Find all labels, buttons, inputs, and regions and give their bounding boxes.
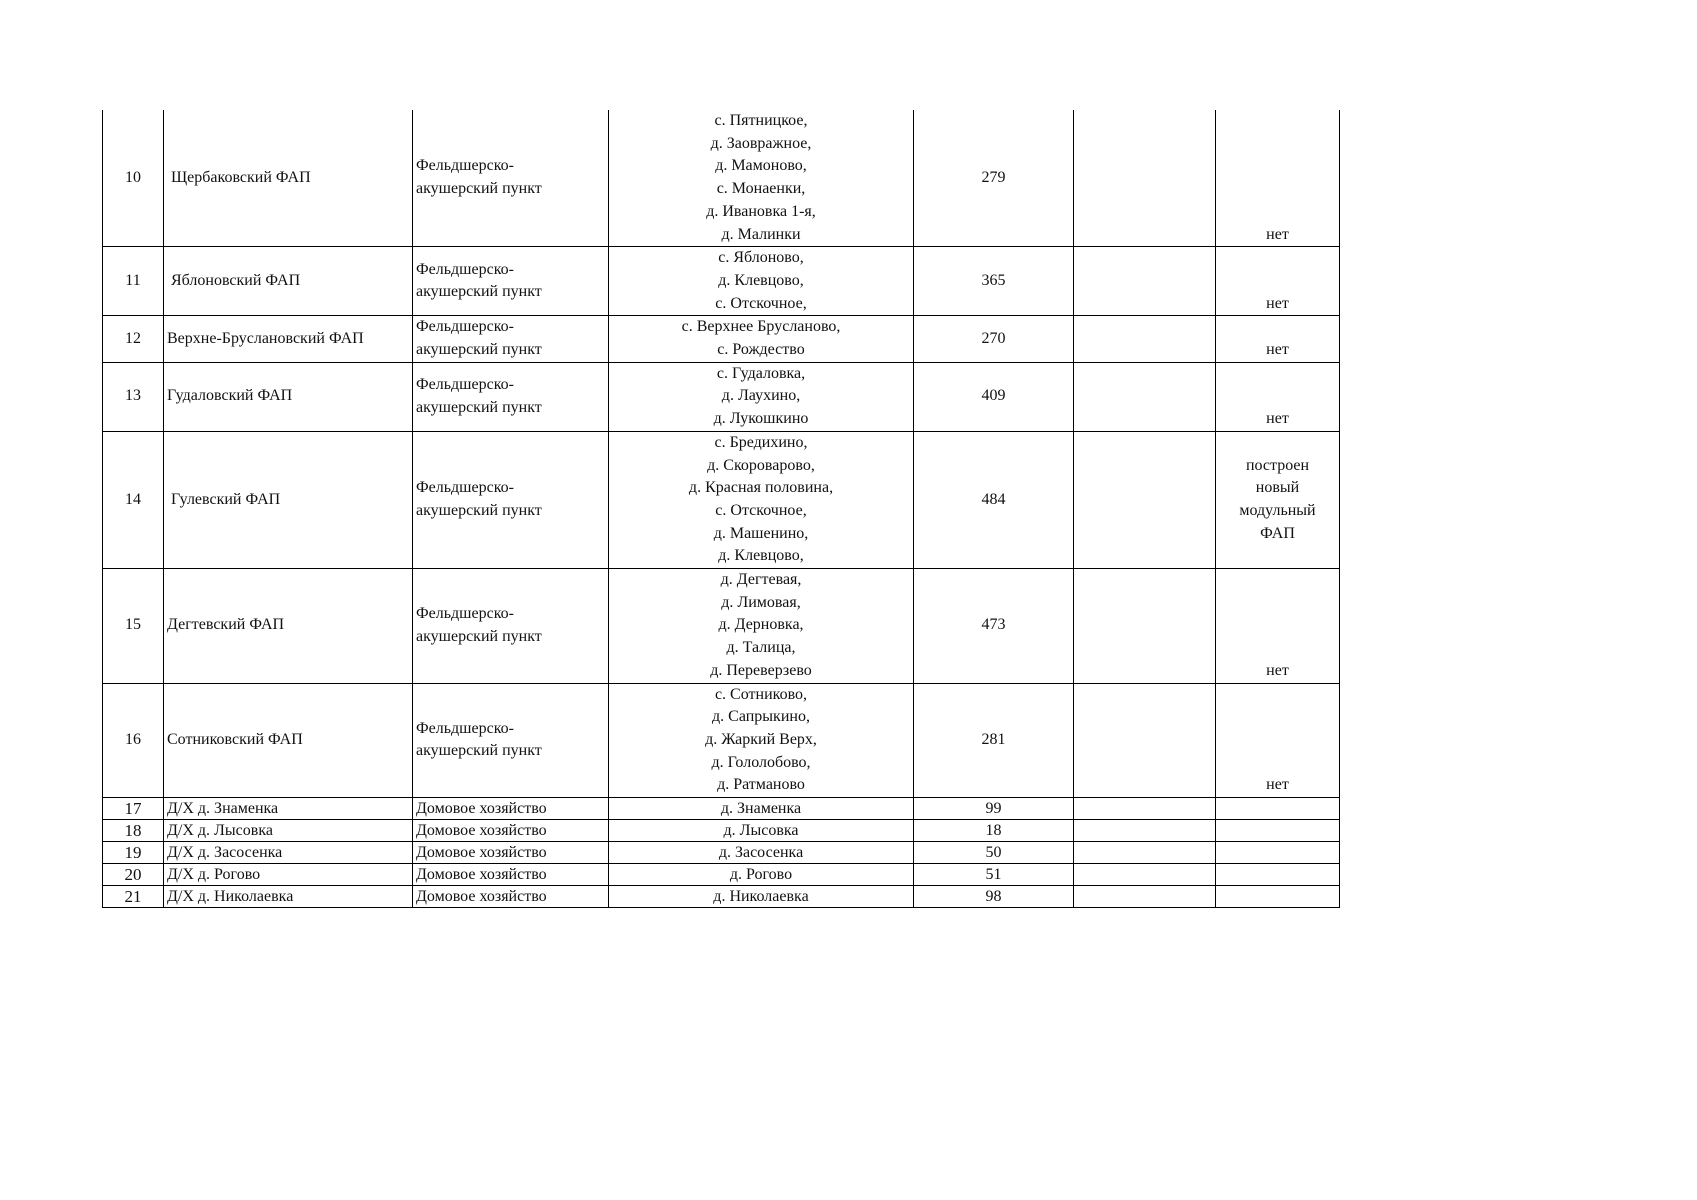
empty-cell [1074,110,1216,247]
note-line: ФАП [1260,524,1295,542]
note-cell [1216,247,1340,316]
settlement-line: с. Бредихино, [714,433,808,451]
table-row [103,683,1340,798]
facility-type-cell: Домовое хозяйство [413,820,609,842]
facility-type-line: Фельдшерско- [416,719,514,737]
note-line: нет [1266,341,1289,359]
facility-name-cell: Верхне-Бруслановский ФАП [164,316,413,362]
empty-cell [1074,362,1216,431]
row-number-cell: 13 [103,362,164,431]
settlement-line: с. Сотниково, [714,685,808,703]
settlement-line: с. Отскочное, [715,294,807,312]
table-row [103,247,1340,316]
note-line: нет [1266,294,1289,312]
population-cell: 18 [914,820,1074,842]
empty-cell [1216,864,1340,886]
settlement-line: с. Пятницкое, [714,112,808,129]
population-cell: 99 [914,798,1074,820]
empty-cell [1216,886,1340,908]
settlement-line: с. Яблоново, [718,249,804,267]
settlement-line: д. Малинки [721,225,801,243]
empty-cell [1216,798,1340,820]
empty-cell [1074,431,1216,568]
settlement-line: д. Лимовая, [721,593,801,611]
served-settlements-cell [609,362,914,431]
empty-cell [1074,842,1216,864]
settlement-line: д. Дерновка, [718,616,804,634]
settlement-line: д. Клевцово, [718,547,804,565]
table-body [103,110,1340,908]
facility-type-line: акушерский пункт [416,283,542,301]
facility-type-line: акушерский пункт [416,627,542,645]
settlement-line: с. Гудаловка, [716,364,806,382]
settlement-line: д. Переверзево [710,661,812,679]
note-cell [1216,110,1340,247]
note-line: нет [1266,661,1289,679]
empty-cell [1216,842,1340,864]
facility-type-line: Фельдшерско- [416,318,514,336]
facility-type-cell [413,431,609,568]
table-row [103,886,1340,908]
facility-type-line: акушерский пункт [416,341,542,359]
settlement-line: д. Сапрыкино, [712,708,810,726]
facility-name-cell: Д/Х д. Рогово [164,864,413,886]
served-settlements-cell: д. Лысовка [609,820,914,842]
note-line: нет [1266,410,1289,428]
served-settlements-cell: д. Рогово [609,864,914,886]
note-cell [1216,362,1340,431]
population-cell: 279 [914,110,1074,247]
facility-type-line: акушерский пункт [416,501,542,519]
settlement-line: д. Лукошкино [713,410,809,428]
row-number-cell: 17 [103,798,164,820]
settlement-line: д. Ратманово [717,776,805,794]
empty-cell [1074,569,1216,684]
served-settlements-cell: д. Засосенка [609,842,914,864]
settlement-line: д. Машенино, [713,524,809,542]
facility-type-cell [413,110,609,247]
population-cell: 473 [914,569,1074,684]
facility-type-cell [413,569,609,684]
facility-type-line: акушерский пункт [416,742,542,760]
facility-type-cell: Домовое хозяйство [413,864,609,886]
population-cell: 281 [914,683,1074,798]
population-cell: 98 [914,886,1074,908]
facility-type-cell: Домовое хозяйство [413,798,609,820]
row-number-cell: 12 [103,316,164,362]
facility-name-cell: Сотниковский ФАП [164,683,413,798]
note-line: новый [1255,479,1300,497]
note-cell [1216,683,1340,798]
row-number-cell: 15 [103,569,164,684]
facility-name-cell: Д/Х д. Знаменка [164,798,413,820]
facility-type-line: Фельдшерско- [416,479,514,497]
facility-type-line: Фельдшерско- [416,376,514,394]
row-number-cell: 16 [103,683,164,798]
table-row [103,864,1340,886]
table-row [103,110,1340,247]
settlement-line: д. Лаухино, [721,387,801,405]
facility-name-cell: Яблоновский ФАП [164,247,413,316]
settlement-line: д. Клевцово, [718,271,804,289]
population-cell: 365 [914,247,1074,316]
empty-cell [1074,886,1216,908]
served-settlements-cell: д. Знаменка [609,798,914,820]
row-number-cell: 19 [103,842,164,864]
empty-cell [1074,864,1216,886]
facility-type-line: Фельдшерско- [416,605,514,623]
empty-cell [1216,820,1340,842]
population-cell: 270 [914,316,1074,362]
note-line: нет [1266,225,1289,243]
table-row [103,569,1340,684]
served-settlements-cell [609,683,914,798]
empty-cell [1074,316,1216,362]
served-settlements-cell [609,431,914,568]
facility-type-cell: Домовое хозяйство [413,842,609,864]
row-number-cell: 21 [103,886,164,908]
facility-name-cell: Д/Х д. Засосенка [164,842,413,864]
row-number-cell: 14 [103,431,164,568]
facility-type-line: акушерский пункт [416,180,542,198]
facility-name-cell: Д/Х д. Николаевка [164,886,413,908]
settlement-line: с. Верхнее Брусланово, [681,318,841,336]
empty-cell [1074,247,1216,316]
settlement-line: д. Гололобово, [711,753,811,771]
settlement-line: д. Мамоново, [715,157,807,175]
table-row [103,316,1340,362]
facility-type-line: акушерский пункт [416,398,542,416]
note-cell [1216,569,1340,684]
settlement-line: с. Монаенки, [716,180,806,198]
empty-cell [1074,820,1216,842]
facility-type-cell: Домовое хозяйство [413,886,609,908]
table-row [103,820,1340,842]
note-line: построен [1245,456,1310,474]
facility-type-cell [413,247,609,316]
served-settlements-cell [609,247,914,316]
note-cell [1216,316,1340,362]
row-number-cell: 18 [103,820,164,842]
facility-name-cell: Гудаловский ФАП [164,362,413,431]
facilities-table [102,110,1340,908]
served-settlements-cell [609,110,914,247]
facility-name-cell: Щербаковский ФАП [164,110,413,247]
table-row [103,431,1340,568]
population-cell: 51 [914,864,1074,886]
empty-cell [1074,683,1216,798]
facility-type-cell [413,683,609,798]
served-settlements-cell [609,569,914,684]
facility-name-cell: Д/Х д. Лысовка [164,820,413,842]
settlement-line: с. Рождество [717,341,805,359]
settlement-line: д. Дегтевая, [720,571,802,589]
settlement-line: д. Красная половина, [688,479,834,497]
settlement-line: д. Скороварово, [707,456,815,474]
settlement-line: д. Ивановка 1-я, [706,202,816,220]
note-line: модульный [1239,501,1316,519]
table-row [103,842,1340,864]
table-row [103,798,1340,820]
facility-type-cell [413,316,609,362]
facility-type-line: Фельдшерско- [416,157,514,175]
facility-name-cell: Гулевский ФАП [164,431,413,568]
facility-name-cell: Дегтевский ФАП [164,569,413,684]
served-settlements-cell [609,316,914,362]
note-cell [1216,431,1340,568]
table-row [103,362,1340,431]
settlement-line: д. Талица, [726,639,796,657]
settlement-line: д. Жаркий Верх, [705,730,817,748]
note-line: нет [1266,776,1289,794]
row-number-cell: 20 [103,864,164,886]
settlement-line: с. Отскочное, [715,501,807,519]
empty-cell [1074,798,1216,820]
population-cell: 50 [914,842,1074,864]
served-settlements-cell: д. Николаевка [609,886,914,908]
population-cell: 409 [914,362,1074,431]
settlement-line: д. Заовражное, [710,134,812,152]
population-cell: 484 [914,431,1074,568]
facility-type-line: Фельдшерско- [416,260,514,278]
facility-type-cell [413,362,609,431]
row-number-cell: 11 [103,247,164,316]
row-number-cell: 10 [103,110,164,247]
